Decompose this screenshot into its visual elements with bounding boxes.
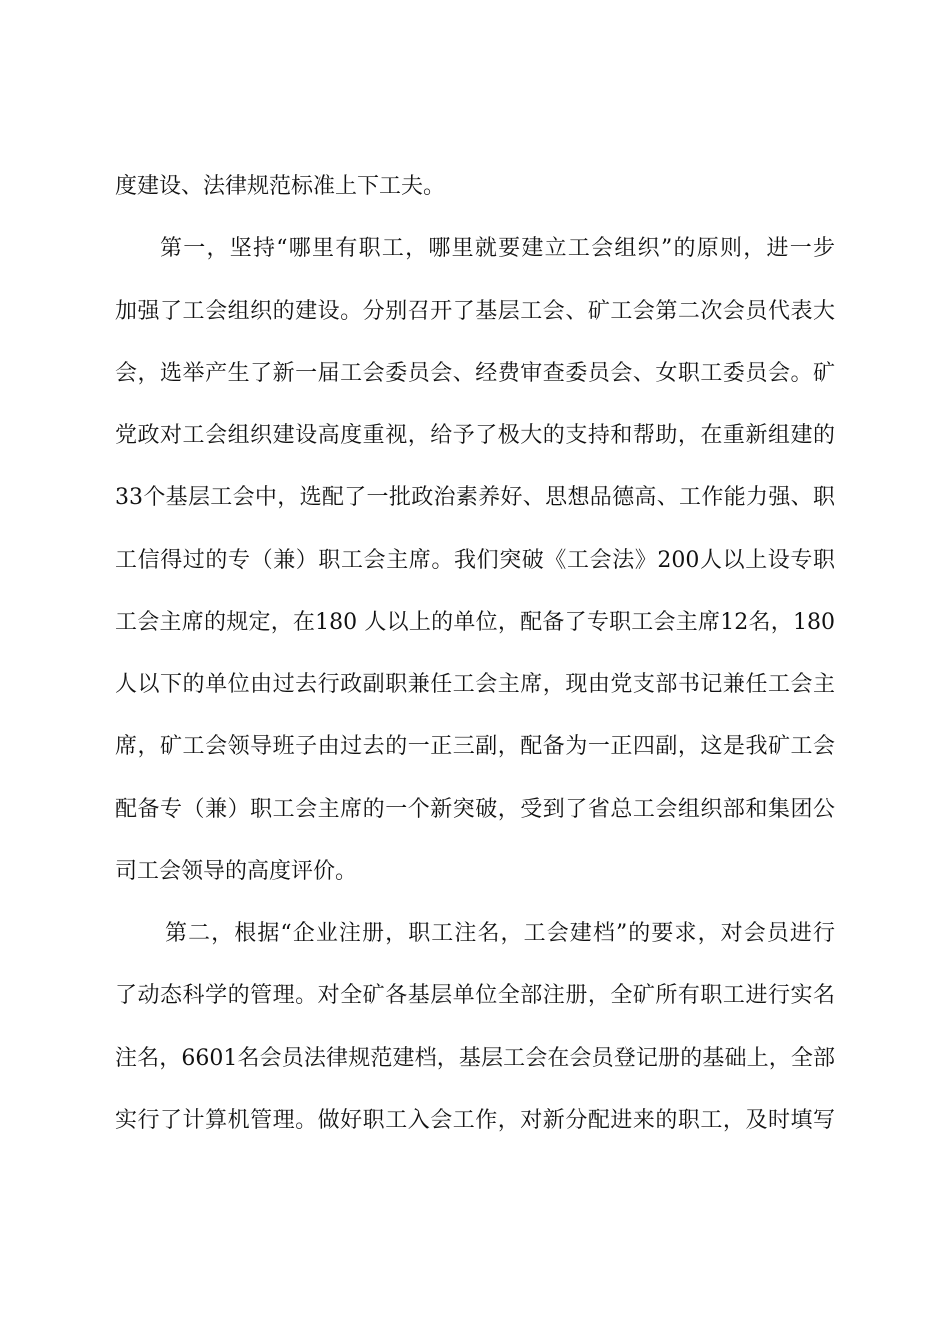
paragraph-line: 党政对工会组织建设高度重视，给予了极大的支持和帮助，在重新组建的: [115, 423, 835, 448]
paragraph-line: 33个基层工会中，选配了一批政治素养好、思想品德高、工作能力强、职: [115, 485, 835, 510]
paragraph-line: 了动态科学的管理。对全矿各基层单位全部注册，全矿所有职工进行实名: [115, 983, 835, 1008]
paragraph-line: 工信得过的专（兼）职工会主席。我们突破《工会法》200人以上设专职: [115, 548, 835, 573]
paragraph-line: 注名，6601名会员法律规范建档，基层工会在会员登记册的基础上，全部: [115, 1046, 835, 1071]
paragraph-line: 工会主席的规定，在180 人以上的单位，配备了专职工会主席12名，180: [115, 610, 835, 635]
paragraph-line: 加强了工会组织的建设。分别召开了基层工会、矿工会第二次会员代表大: [115, 299, 835, 324]
paragraph-line: 人以下的单位由过去行政副职兼任工会主席，现由党支部书记兼任工会主: [115, 672, 835, 697]
paragraph-line: 配备专（兼）职工会主席的一个新突破，受到了省总工会组织部和集团公: [115, 797, 835, 822]
paragraph-line: 席，矿工会领导班子由过去的一正三副，配备为一正四副，这是我矿工会: [115, 734, 835, 759]
paragraph-line: 第一，坚持“哪里有职工，哪里就要建立工会组织”的原则，进一步: [160, 236, 835, 261]
paragraph-line: 第二，根据“企业注册，职工注名，工会建档”的要求，对会员进行: [165, 921, 835, 946]
paragraph-line: 实行了计算机管理。做好职工入会工作，对新分配进来的职工，及时填写: [115, 1108, 835, 1133]
paragraph-line: 司工会领导的高度评价。: [115, 859, 358, 884]
paragraph-line: 会，选举产生了新一届工会委员会、经费审查委员会、女职工委员会。矿: [115, 361, 835, 386]
paragraph-line: 度建设、法律规范标准上下工夫。: [115, 174, 446, 199]
